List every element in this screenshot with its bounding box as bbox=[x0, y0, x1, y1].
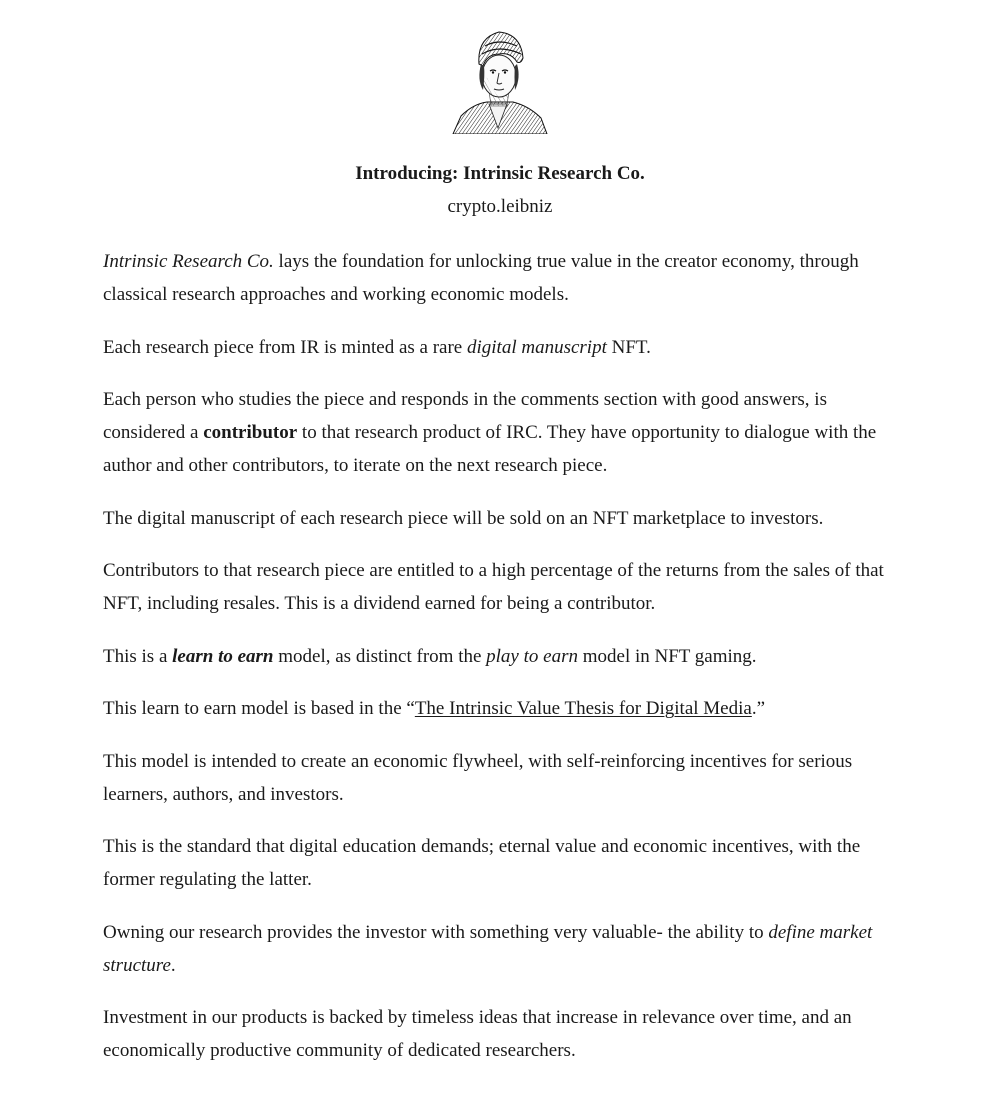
learn-to-earn-term: learn to earn bbox=[172, 645, 274, 667]
intrinsic-value-thesis-link[interactable]: The Intrinsic Value Thesis for Digital Media bbox=[414, 698, 752, 719]
play-to-earn-term: play to earn bbox=[486, 645, 578, 667]
paragraph-text: model, as distinct from the bbox=[273, 645, 487, 667]
paragraph-text: NFT. bbox=[606, 336, 651, 358]
paragraph-text: model in NFT gaming. bbox=[577, 645, 757, 667]
company-name-italic: Intrinsic Research Co. bbox=[103, 251, 274, 272]
paragraph-5: Contributors to that research piece are entitled to a high percentage of the returns from the sales of that NFT, including resales. This is a dividend earned for being a contributor. bbox=[103, 560, 884, 614]
paragraph-9: This is the standard that digital education demands; eternal value and economic incentives, with the former regulating the latter. bbox=[103, 836, 861, 890]
paragraph-text: Each person who studies the piece and responds in the comments section with good answers, is considered a bbox=[103, 389, 827, 443]
paragraph-text: This is a bbox=[103, 645, 173, 667]
paragraph-1 bbox=[103, 245, 903, 311]
digital-manuscript-term: digital manuscript bbox=[467, 336, 607, 358]
paragraph-7 bbox=[103, 692, 903, 725]
paragraph-6 bbox=[103, 640, 903, 673]
paragraph-3 bbox=[103, 383, 903, 482]
paragraph-10 bbox=[103, 916, 903, 982]
paragraph-text: This learn to earn model is based in the “ bbox=[103, 698, 415, 719]
paragraph-text: Each research piece from IR is minted as a rare bbox=[103, 336, 467, 358]
portrait-engraving-image bbox=[451, 24, 549, 134]
article-body bbox=[103, 245, 903, 1087]
paragraph-2 bbox=[103, 331, 903, 364]
paragraph-text: lays the foundation for unlocking true value in the creator economy, through classical research approaches and working economic models. bbox=[103, 251, 859, 305]
paragraph-8: This model is intended to create an economic flywheel, with self-reinforcing incentives for serious learners, authors, and investors. bbox=[103, 750, 853, 805]
page-title: Introducing: Intrinsic Research Co. bbox=[355, 163, 645, 184]
paragraph-text: Owning our research provides the investor with something very valuable- the ability to bbox=[103, 921, 769, 943]
paragraph-text: . bbox=[170, 954, 176, 976]
author-portrait bbox=[451, 24, 549, 134]
paragraph-11: Investment in our products is backed by timeless ideas that increase in relevance over time, and an economically productive community of dedicated researchers. bbox=[103, 1007, 852, 1061]
paragraph-4: The digital manuscript of each research piece will be sold on an NFT marketplace to investors. bbox=[103, 507, 824, 529]
define-market-structure-term: define market structure bbox=[103, 921, 873, 976]
contributor-term: contributor bbox=[203, 422, 298, 443]
paragraph-text: to that research product of IRC. They have opportunity to dialogue with the author and other contributors, to iterate on the next research piece. bbox=[103, 422, 877, 476]
author-byline: crypto.leibniz bbox=[447, 196, 553, 217]
paragraph-text: .” bbox=[751, 698, 766, 719]
